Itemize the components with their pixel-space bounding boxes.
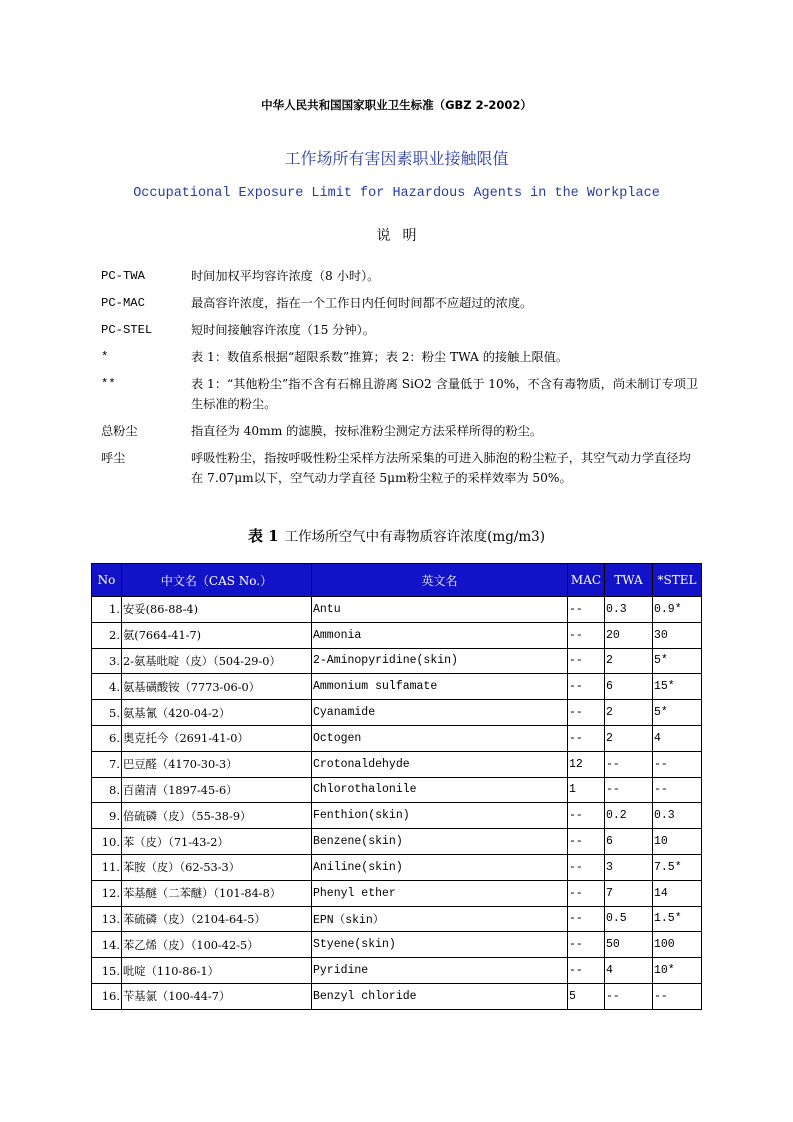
- cell-stel: --: [653, 777, 702, 803]
- definition-text: 指直径为 40mm 的滤膜，按标准粉尘测定方法采样所得的粉尘。: [191, 424, 543, 438]
- cell-stel: 15*: [653, 674, 702, 700]
- table-row: [92, 725, 702, 751]
- cell-mac: --: [568, 958, 605, 984]
- table-caption-label: 表 1: [247, 527, 279, 545]
- cell-stel: 10*: [653, 958, 702, 984]
- cell-no: 9.: [92, 803, 122, 829]
- cell-no: 6.: [92, 725, 122, 751]
- cell-en-name: Benzyl chloride: [312, 983, 568, 1009]
- column-header-mac: MAC: [568, 564, 605, 597]
- definition-text: 表 1：数值系根据“超限系数”推算；表 2：粉尘 TWA 的接触上限值。: [191, 350, 569, 364]
- cell-twa: 0.2: [605, 803, 653, 829]
- cell-cn-name: 苯硫磷（皮）（2104-64-5）: [122, 906, 312, 932]
- cell-en-name: Antu: [312, 597, 568, 623]
- cell-twa: 6: [605, 674, 653, 700]
- cell-en-name: Benzene(skin): [312, 829, 568, 855]
- column-header-cn: 中文名（CAS No.）: [122, 564, 312, 597]
- cell-en-name: Crotonaldehyde: [312, 751, 568, 777]
- cell-stel: --: [653, 983, 702, 1009]
- cell-twa: 7: [605, 880, 653, 906]
- standard-header: 中华人民共和国国家职业卫生标准（GBZ 2-2002）: [261, 98, 532, 112]
- cell-twa: 3: [605, 854, 653, 880]
- cell-twa: 50: [605, 932, 653, 958]
- cell-en-name: Phenyl ether: [312, 880, 568, 906]
- cell-mac: 1: [568, 777, 605, 803]
- cell-no: 4.: [92, 674, 122, 700]
- cell-en-name: Fenthion(skin): [312, 803, 568, 829]
- definition-text: 短时间接触容许浓度（15 分钟）。: [191, 323, 375, 337]
- cell-twa: 2: [605, 725, 653, 751]
- cell-mac: --: [568, 880, 605, 906]
- cell-cn-name: 氨(7664-41-7): [122, 622, 312, 648]
- column-header-en: 英文名: [312, 564, 568, 597]
- definition-term: PC-TWA: [101, 269, 145, 283]
- cell-no: 11.: [92, 854, 122, 880]
- cell-stel: 14: [653, 880, 702, 906]
- definition-term: **: [101, 377, 116, 391]
- cell-mac: 12: [568, 751, 605, 777]
- definition-term: PC-STEL: [101, 323, 153, 337]
- cell-no: 16.: [92, 983, 122, 1009]
- cell-no: 15.: [92, 958, 122, 984]
- cell-cn-name: 苯胺（皮）（62-53-3）: [122, 854, 312, 880]
- table-row: [92, 622, 702, 648]
- definition-item: [101, 266, 701, 286]
- column-header-twa: TWA: [605, 564, 653, 597]
- table-row: [92, 777, 702, 803]
- cell-en-name: 2-Aminopyridine(skin): [312, 648, 568, 674]
- table-row: [92, 829, 702, 855]
- definition-text: 最高容许浓度，指在一个工作日内任何时间都不应超过的浓度。: [191, 296, 533, 310]
- cell-stel: 1.5*: [653, 906, 702, 932]
- cell-stel: 4: [653, 725, 702, 751]
- definition-item: [101, 421, 701, 441]
- cell-stel: 0.9*: [653, 597, 702, 623]
- table-row: [92, 906, 702, 932]
- table-row: [92, 854, 702, 880]
- table-row: [92, 803, 702, 829]
- exposure-limits-table: [91, 563, 702, 1010]
- definition-item: [101, 347, 701, 367]
- table-row: [92, 958, 702, 984]
- cell-twa: 0.5: [605, 906, 653, 932]
- definition-text: 呼吸性粉尘，指按呼吸性粉尘采样方法所采集的可进入肺泡的粉尘粒子，其空气动力学直径均在 7.07μm以下，空气动力学直径 5μm粉尘粒子的采样效率为 50%。: [191, 451, 691, 485]
- section-heading: 说明: [376, 228, 429, 244]
- cell-cn-name: 苯基醚（二苯醚）（101-84-8）: [122, 880, 312, 906]
- cell-cn-name: 百菌清（1897-45-6）: [122, 777, 312, 803]
- cell-stel: 5*: [653, 700, 702, 726]
- cell-no: 5.: [92, 700, 122, 726]
- cell-en-name: Cyanamide: [312, 700, 568, 726]
- table-header-row: [92, 564, 702, 597]
- cell-en-name: Ammonia: [312, 622, 568, 648]
- cell-no: 14.: [92, 932, 122, 958]
- table-row: [92, 751, 702, 777]
- cell-cn-name: 苯乙烯（皮）（100-42-5）: [122, 932, 312, 958]
- cell-twa: --: [605, 983, 653, 1009]
- cell-cn-name: 苯（皮）（71-43-2）: [122, 829, 312, 855]
- cell-no: 13.: [92, 906, 122, 932]
- cell-mac: --: [568, 803, 605, 829]
- table-caption: [0, 525, 793, 546]
- definition-item: [101, 320, 701, 340]
- cell-twa: 4: [605, 958, 653, 984]
- cell-no: 12.: [92, 880, 122, 906]
- cell-no: 8.: [92, 777, 122, 803]
- cell-cn-name: 氨基氰（420-04-2）: [122, 700, 312, 726]
- cell-twa: 2: [605, 648, 653, 674]
- document-title-en: Occupational Exposure Limit for Hazardous Agents in the Workplace: [133, 186, 660, 201]
- definition-term: 呼尘: [101, 451, 126, 465]
- cell-mac: --: [568, 725, 605, 751]
- cell-no: 10.: [92, 829, 122, 855]
- definition-text: 表 1：“其他粉尘”指不含有石棉且游离 SiO2 含量低于 10%，不含有毒物质，尚未制订专项卫生标准的粉尘。: [191, 377, 699, 411]
- cell-twa: 6: [605, 829, 653, 855]
- table-row: [92, 674, 702, 700]
- cell-mac: --: [568, 932, 605, 958]
- table-caption-text: 工作场所空气中有毒物质容许浓度(mg/m3): [284, 529, 546, 545]
- cell-twa: 0.3: [605, 597, 653, 623]
- cell-stel: --: [653, 751, 702, 777]
- cell-cn-name: 奥克托今（2691-41-0）: [122, 725, 312, 751]
- cell-en-name: Aniline(skin): [312, 854, 568, 880]
- cell-en-name: Pyridine: [312, 958, 568, 984]
- definition-item: [101, 293, 701, 313]
- cell-mac: --: [568, 906, 605, 932]
- cell-stel: 7.5*: [653, 854, 702, 880]
- definition-item: [101, 374, 701, 414]
- document-title-cn: 工作场所有害因素职业接触限值: [284, 149, 509, 168]
- cell-cn-name: 倍硫磷（皮）（55-38-9）: [122, 803, 312, 829]
- cell-en-name: EPN（skin）: [312, 906, 568, 932]
- definition-term: PC-MAC: [101, 296, 145, 310]
- cell-twa: --: [605, 777, 653, 803]
- cell-no: 7.: [92, 751, 122, 777]
- cell-en-name: Octogen: [312, 725, 568, 751]
- cell-twa: 20: [605, 622, 653, 648]
- cell-no: 1.: [92, 597, 122, 623]
- table-row: [92, 932, 702, 958]
- cell-mac: --: [568, 829, 605, 855]
- cell-stel: 0.3: [653, 803, 702, 829]
- cell-en-name: Styene(skin): [312, 932, 568, 958]
- cell-cn-name: 2-氨基吡啶（皮）（504-29-0）: [122, 648, 312, 674]
- definition-term: 总粉尘: [101, 424, 138, 438]
- cell-en-name: Chlorothalonile: [312, 777, 568, 803]
- cell-mac: --: [568, 700, 605, 726]
- cell-no: 2.: [92, 622, 122, 648]
- table-row: [92, 880, 702, 906]
- table-row: [92, 597, 702, 623]
- definition-text: 时间加权平均容许浓度（8 小时）。: [191, 269, 380, 283]
- cell-stel: 100: [653, 932, 702, 958]
- cell-no: 3.: [92, 648, 122, 674]
- cell-cn-name: 巴豆醛（4170-30-3）: [122, 751, 312, 777]
- table-row: [92, 648, 702, 674]
- cell-cn-name: 氨基磺酸铵（7773-06-0）: [122, 674, 312, 700]
- table-body: [92, 597, 702, 1010]
- cell-twa: 2: [605, 700, 653, 726]
- cell-mac: --: [568, 622, 605, 648]
- table-row: [92, 983, 702, 1009]
- definition-term: *: [101, 350, 109, 364]
- cell-stel: 5*: [653, 648, 702, 674]
- cell-stel: 10: [653, 829, 702, 855]
- cell-en-name: Ammonium sulfamate: [312, 674, 568, 700]
- definitions-list: [101, 266, 701, 495]
- cell-cn-name: 苄基氯（100-44-7）: [122, 983, 312, 1009]
- cell-twa: --: [605, 751, 653, 777]
- column-header-no: No: [92, 564, 122, 597]
- definition-item: [101, 448, 701, 488]
- column-header-stel: *STEL: [653, 564, 702, 597]
- cell-mac: --: [568, 854, 605, 880]
- table-row: [92, 700, 702, 726]
- cell-mac: --: [568, 674, 605, 700]
- cell-cn-name: 安妥(86-88-4): [122, 597, 312, 623]
- cell-mac: --: [568, 648, 605, 674]
- cell-stel: 30: [653, 622, 702, 648]
- cell-mac: --: [568, 597, 605, 623]
- cell-mac: 5: [568, 983, 605, 1009]
- cell-cn-name: 吡啶（110-86-1）: [122, 958, 312, 984]
